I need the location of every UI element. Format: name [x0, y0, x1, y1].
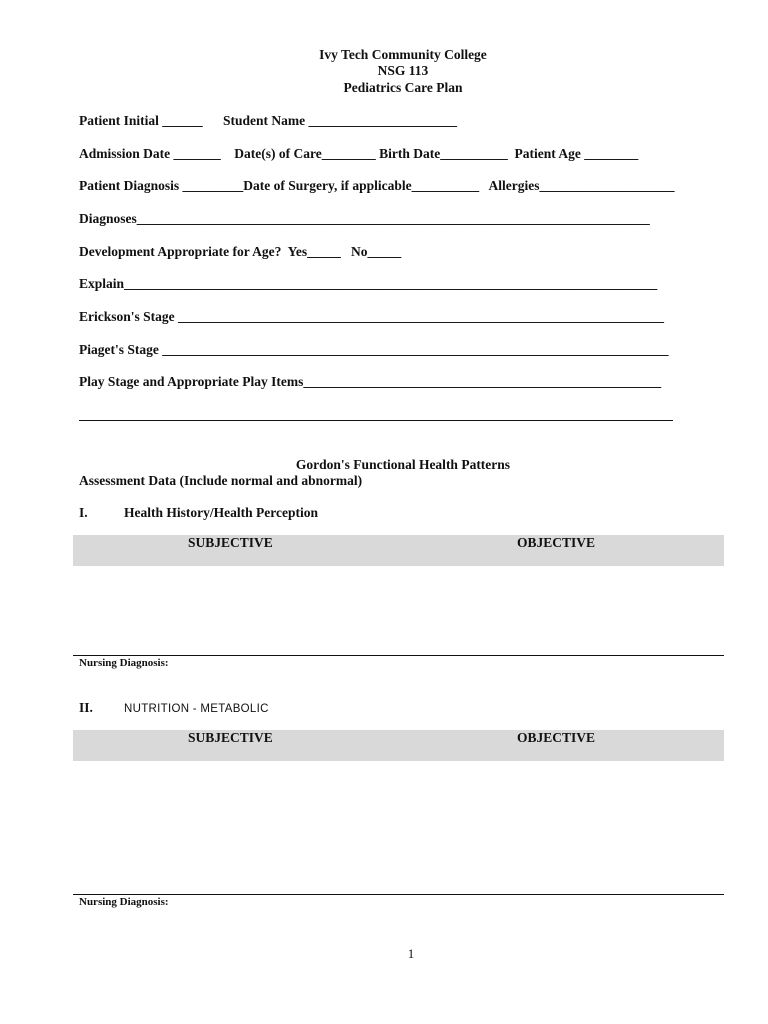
page-number: 1 — [407, 946, 415, 961]
section-1-title: Health History/Health Perception — [124, 505, 318, 520]
section-2-divider — [73, 894, 724, 895]
dates-age-line[interactable]: Admission Date _______ Date(s) of Care________ Birth Date__________ Patient Age ________ — [79, 146, 639, 161]
section-1-header-band — [73, 535, 724, 566]
assessment-data-label: Assessment Data (Include normal and abnormal) — [79, 473, 363, 488]
section-1-divider — [73, 655, 724, 656]
section-2-nursing-diagnosis: Nursing Diagnosis: — [79, 896, 169, 908]
erickson-stage-line[interactable]: Erickson's Stage ________________________________________________________________________ — [79, 309, 665, 324]
play-stage-line[interactable]: Play Stage and Appropriate Play Items_____________________________________________________ — [79, 374, 662, 389]
patient-initial-student-name-line[interactable]: Patient Initial ______ Student Name ______________________ — [79, 113, 457, 128]
section-1-nursing-diagnosis: Nursing Diagnosis: — [79, 657, 169, 669]
section-2-heading — [79, 700, 269, 716]
section-2-numeral: II. — [79, 700, 93, 715]
diagnoses-line[interactable]: Diagnoses____________________________________________________________________________ — [79, 211, 650, 226]
development-appropriate-line[interactable]: Development Appropriate for Age? Yes_____ No_____ — [79, 244, 402, 259]
blank-answer-line[interactable] — [79, 420, 673, 421]
piaget-stage-line[interactable]: Piaget's Stage ___________________________________________________________________________ — [79, 342, 669, 357]
section-1-numeral: I. — [79, 505, 88, 520]
form-title: Pediatrics Care Plan — [343, 80, 463, 95]
section-1-objective-header: OBJECTIVE — [517, 535, 596, 550]
section-1-subjective-header: SUBJECTIVE — [188, 535, 273, 550]
section-2-header-band — [73, 730, 724, 761]
course-code: NSG 113 — [377, 63, 429, 78]
section-1-heading — [79, 505, 318, 521]
gordon-title: Gordon's Functional Health Patterns — [295, 457, 511, 472]
section-2-objective-header: OBJECTIVE — [517, 730, 596, 745]
section-2-subjective-header: SUBJECTIVE — [188, 730, 273, 745]
college-name: Ivy Tech Community College — [319, 47, 487, 62]
explain-line[interactable]: Explain_______________________________________________________________________________ — [79, 276, 658, 291]
diagnosis-surgery-allergies-line[interactable]: Patient Diagnosis _________Date of Surgery, if applicable__________ Allergies____________________ — [79, 178, 675, 193]
section-2-title: NUTRITION - METABOLIC — [124, 703, 269, 715]
